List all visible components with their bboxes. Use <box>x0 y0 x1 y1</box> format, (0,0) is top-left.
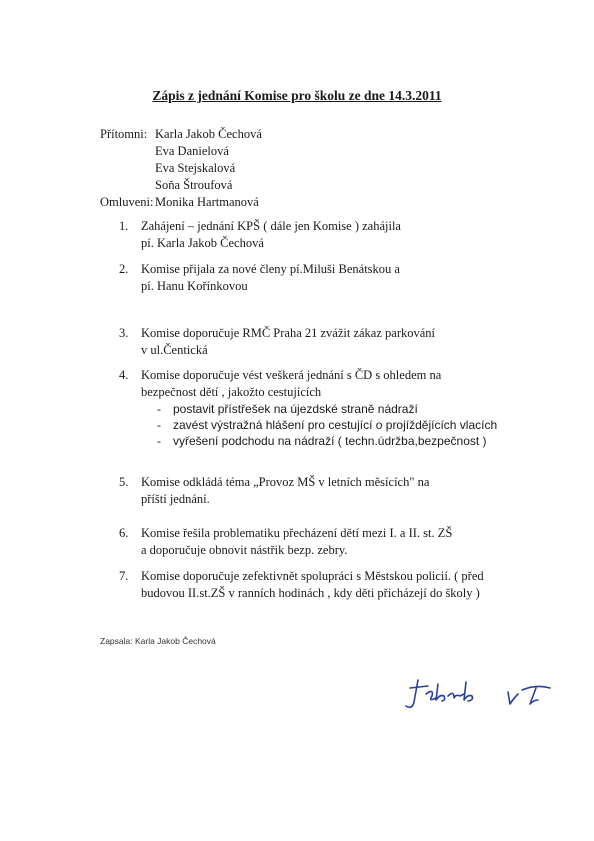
sub-item-text: vyřešení podchodu na nádraží ( techn.údržba,bezpečnost ) <box>173 434 487 448</box>
dash-bullet: - <box>157 434 161 448</box>
item-text: Komise doporučuje vést veškerá jednání s ČD s ohledem na <box>141 368 442 382</box>
recorded-by-note: Zapsala: Karla Jakob Čechová <box>100 636 216 646</box>
dash-bullet: - <box>157 418 161 432</box>
excused-label: Omluveni: <box>100 195 154 209</box>
agenda-item-2 <box>119 261 539 295</box>
item-number: 4. <box>119 368 129 382</box>
present-name: Karla Jakob Čechová <box>155 127 262 141</box>
present-name: Eva Danielová <box>155 144 229 158</box>
item-text: Komise doporučuje zefektivnět spolupráci s Městskou policií. ( před <box>141 569 484 583</box>
sub-item <box>157 401 539 417</box>
sub-item <box>157 417 539 433</box>
present-label: Přítomni: <box>100 127 148 141</box>
handwritten-signature <box>400 670 560 720</box>
agenda-item-5 <box>119 474 539 508</box>
item-number: 5. <box>119 475 129 489</box>
item-text-continued: bezpečnost dětí , jakožto cestujících <box>141 385 322 399</box>
agenda-item-1 <box>119 218 539 252</box>
agenda-item-4 <box>119 367 539 449</box>
item-text-continued: příští jednání. <box>141 492 210 506</box>
item-number: 2. <box>119 262 129 276</box>
present-name: Eva Stejskalová <box>155 161 236 175</box>
item-number: 3. <box>119 326 129 340</box>
item-number: 1. <box>119 219 129 233</box>
sub-item <box>157 433 539 449</box>
agenda-item-6 <box>119 525 539 559</box>
item-text-continued: budovou II.st.ZŠ v ranních hodinách , kdy děti přicházejí do školy ) <box>141 586 480 600</box>
document-title: Zápis z jednání Komise pro školu ze dne 14.3.2011 <box>152 88 442 103</box>
sub-list <box>157 401 539 449</box>
sub-item-text: zavést výstražná hlášení pro cestující o projíždějících vlacích <box>173 418 498 432</box>
item-text: Komise přijala za nové členy pí.Miluši Benátskou a <box>141 262 400 276</box>
sub-item-text: postavit přístřešek na újezdské straně nádraží <box>173 402 418 416</box>
item-text: Zahájení – jednání KPŠ ( dále jen Komise ) zahájila <box>141 219 401 233</box>
agenda-item-3 <box>119 325 539 359</box>
item-number: 7. <box>119 569 129 583</box>
item-text-continued: pí. Karla Jakob Čechová <box>141 236 264 250</box>
item-text-continued: pí. Hanu Kořínkovou <box>141 279 248 293</box>
item-text: Komise řešila problematiku přecházení dětí mezi I. a II. st. ZŠ <box>141 526 453 540</box>
excused-name: Monika Hartmanová <box>155 195 259 209</box>
agenda-item-7 <box>119 568 539 602</box>
item-text: Komise odkládá téma „Provoz MŠ v letních měsících" na <box>141 475 430 489</box>
item-text-continued: v ul.Čentická <box>141 343 208 357</box>
item-text: Komise doporučuje RMČ Praha 21 zvážit zákaz parkování <box>141 326 436 340</box>
present-name: Soňa Štroufová <box>155 178 233 192</box>
item-number: 6. <box>119 526 129 540</box>
dash-bullet: - <box>157 402 161 416</box>
item-text-continued: a doporučuje obnovit nástřik bezp. zebry. <box>141 543 348 557</box>
